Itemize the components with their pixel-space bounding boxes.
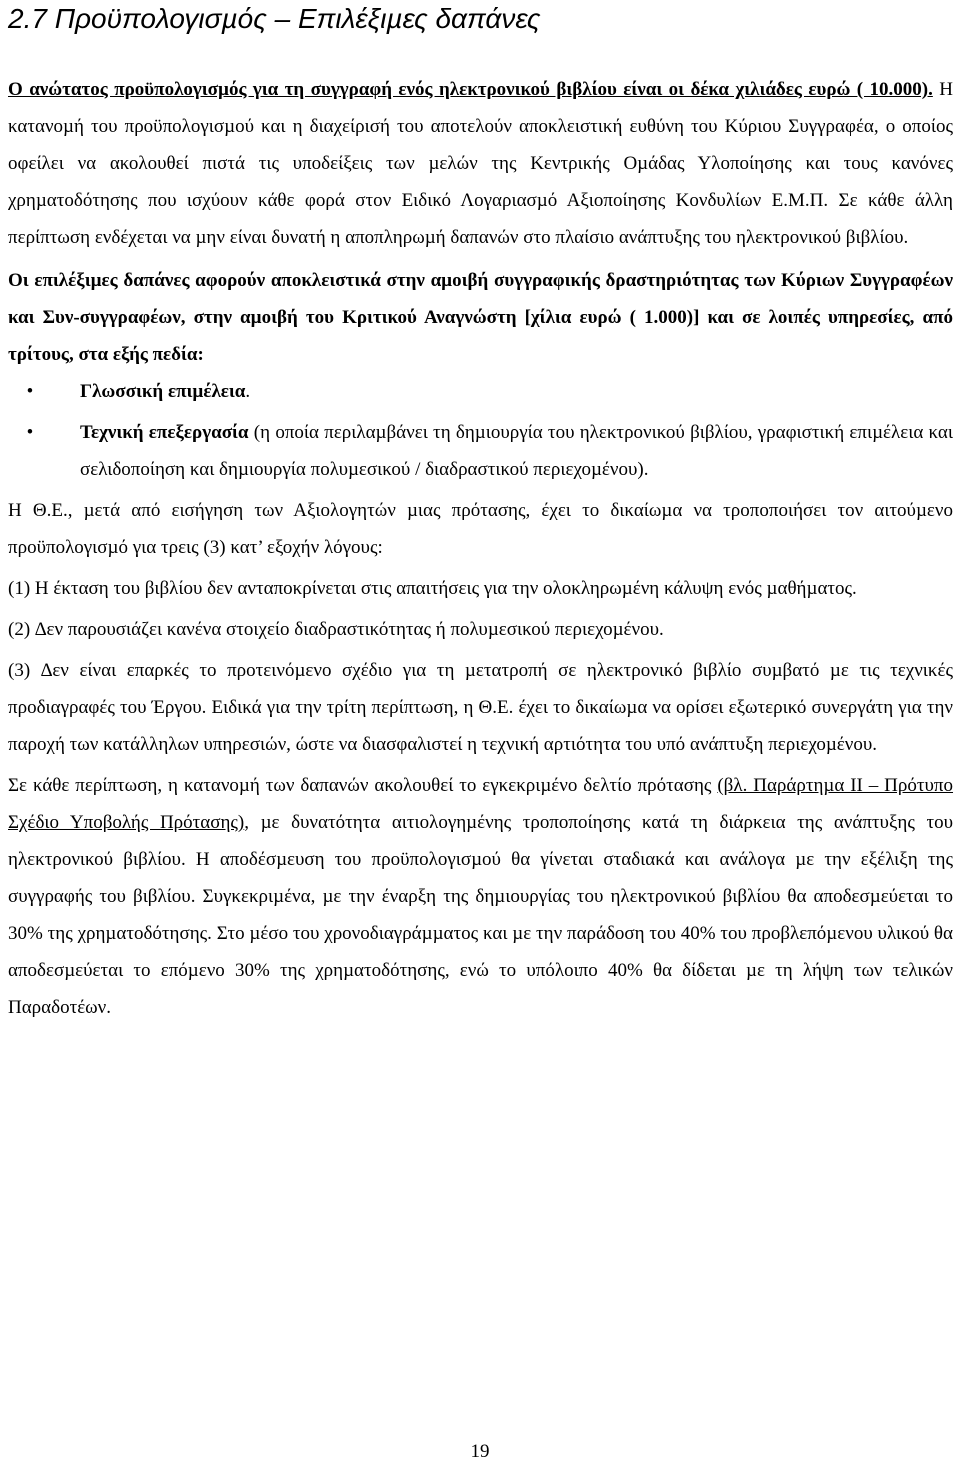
list-item [8,373,953,410]
eligible-costs-paragraph: Οι επιλέξιµες δαπάνες αφορούν αποκλειστικά στην αµοιβή συγγραφικής δραστηριότητας των Κύριων Συγγραφέων και Συν-συγγραφέων, στην αµοιβή του Κριτικού Αναγνώστη [χίλια ευρώ ( 1.000)] και σε λοιπές υπηρεσίες, από τρίτους, στα εξής πεδία: [8,270,953,365]
appendix-reference: (βλ. Παράρτηµα ΙΙ – Πρότυπο Σχέδιο Υποβολής Πρότασης) [8,775,954,833]
section-heading: 2.7 Προϋπολογισµός – Επιλέξιµες δαπάνες [8,3,541,34]
modification-paragraph: Η Θ.Ε., µετά από εισήγηση των Αξιολογητών µιας πρότασης, έχει το δικαίωµα να τροποποιήσει τον αιτούµενο προϋπολογισµό για τρεις (3) κατ’ εξοχήν λόγους: [8,500,953,558]
document-page [8,0,953,1026]
page-number: 19 [470,1441,490,1462]
list-item-text: . [245,381,251,402]
budget-paragraph [8,71,953,256]
bullet-icon: • [26,381,34,402]
eligible-fields-list [8,373,953,488]
allocation-text-start: Σε κάθε περίπτωση, η κατανοµή των δαπανών ακολουθεί το εγκεκριµένο δελτίο πρότασης [8,775,718,796]
bullet-icon: • [26,422,34,443]
list-item-title: Τεχνική επεξεργασία [80,422,249,443]
list-item [8,414,953,488]
list-item-text: (η οποία περιλαµβάνει τη δηµιουργία του ηλεκτρονικού βιβλίου, γραφιστική επιµέλεια και σελιδοποίηση και δηµιουργία πολυµεσικού / διαδραστικού περιεχοµένου). [80,422,954,480]
reason-item: (1) Η έκταση του βιβλίου δεν ανταποκρίνεται στις απαιτήσεις για την ολοκληρωµένη κάλυψη ενός µαθήµατος. [8,578,857,599]
allocation-text-end: , µε δυνατότητα αιτιολογηµένης τροποποίησης κατά τη διάρκεια της ανάπτυξης του ηλεκτρονικού βιβλίου. Η αποδέσµευση του προϋπολογισµού θα γίνεται σταδιακά και ανάλογα µε την εξέλιξη της συγγραφής του βιβλίου. Συγκεκριµένα, µε την έναρξη της δηµιουργίας του ηλεκτρονικού βιβλίου θα αποδεσµεύεται το 30% της χρηµατοδότησης. Στο µέσο του χρονοδιαγράµµατος και µε την παράδοση του 40% του προβλεπόµενου υλικού θα αποδεσµεύεται το επόµενο 30% της χρηµατοδότησης, ενώ το υπόλοιπο 40% θα δίδεται µε τη λήψη των τελικών Παραδοτέων. [8,812,953,1018]
budget-cap-statement: Ο ανώτατος προϋπολογισµός για τη συγγραφή ενός ηλεκτρονικού βιβλίου είναι οι δέκα χιλιάδες ευρώ ( 10.000). [8,79,933,100]
reason-item: (2) ∆εν παρουσιάζει κανένα στοιχείο διαδραστικότητας ή πολυµεσικού περιεχοµένου. [8,619,664,640]
allocation-paragraph [8,767,953,1026]
list-item-title: Γλωσσική επιµέλεια [80,381,246,402]
reason-item: (3) ∆εν είναι επαρκές το προτεινόµενο σχέδιο για τη µετατροπή σε ηλεκτρονικό βιβλίο συµβατό µε τις τεχνικές προδιαγραφές του Έργου. Ειδικά για την τρίτη περίπτωση, η Θ.Ε. έχει το δικαίωµα να ορίσει εξωτερικό συνεργάτη για την παροχή των κατάλληλων υπηρεσιών, ώστε να διασφαλιστεί η τεχνική αρτιότητα του υπό ανάπτυξη περιεχοµένου. [8,660,953,755]
budget-responsibility-text: Η κατανοµή του προϋπολογισµού και η διαχείρισή του αποτελούν αποκλειστική ευθύνη του Κύριου Συγγραφέα, ο οποίος οφείλει να ακολουθεί πιστά τις υποδείξεις των µελών της Κεντρικής Οµάδας Υλοποίησης και τους κανόνες χρηµατοδότησης που ισχύουν κάθε φορά στον Ειδικό Λογαριασµό Αξιοποίησης Κονδυλίων Ε.Μ.Π. Σε κάθε άλλη περίπτωση ενδέχεται να µην είναι δυνατή η αποπληρωµή δαπανών στο πλαίσιο ανάπτυξης του ηλεκτρονικού βιβλίου. [8,79,953,248]
